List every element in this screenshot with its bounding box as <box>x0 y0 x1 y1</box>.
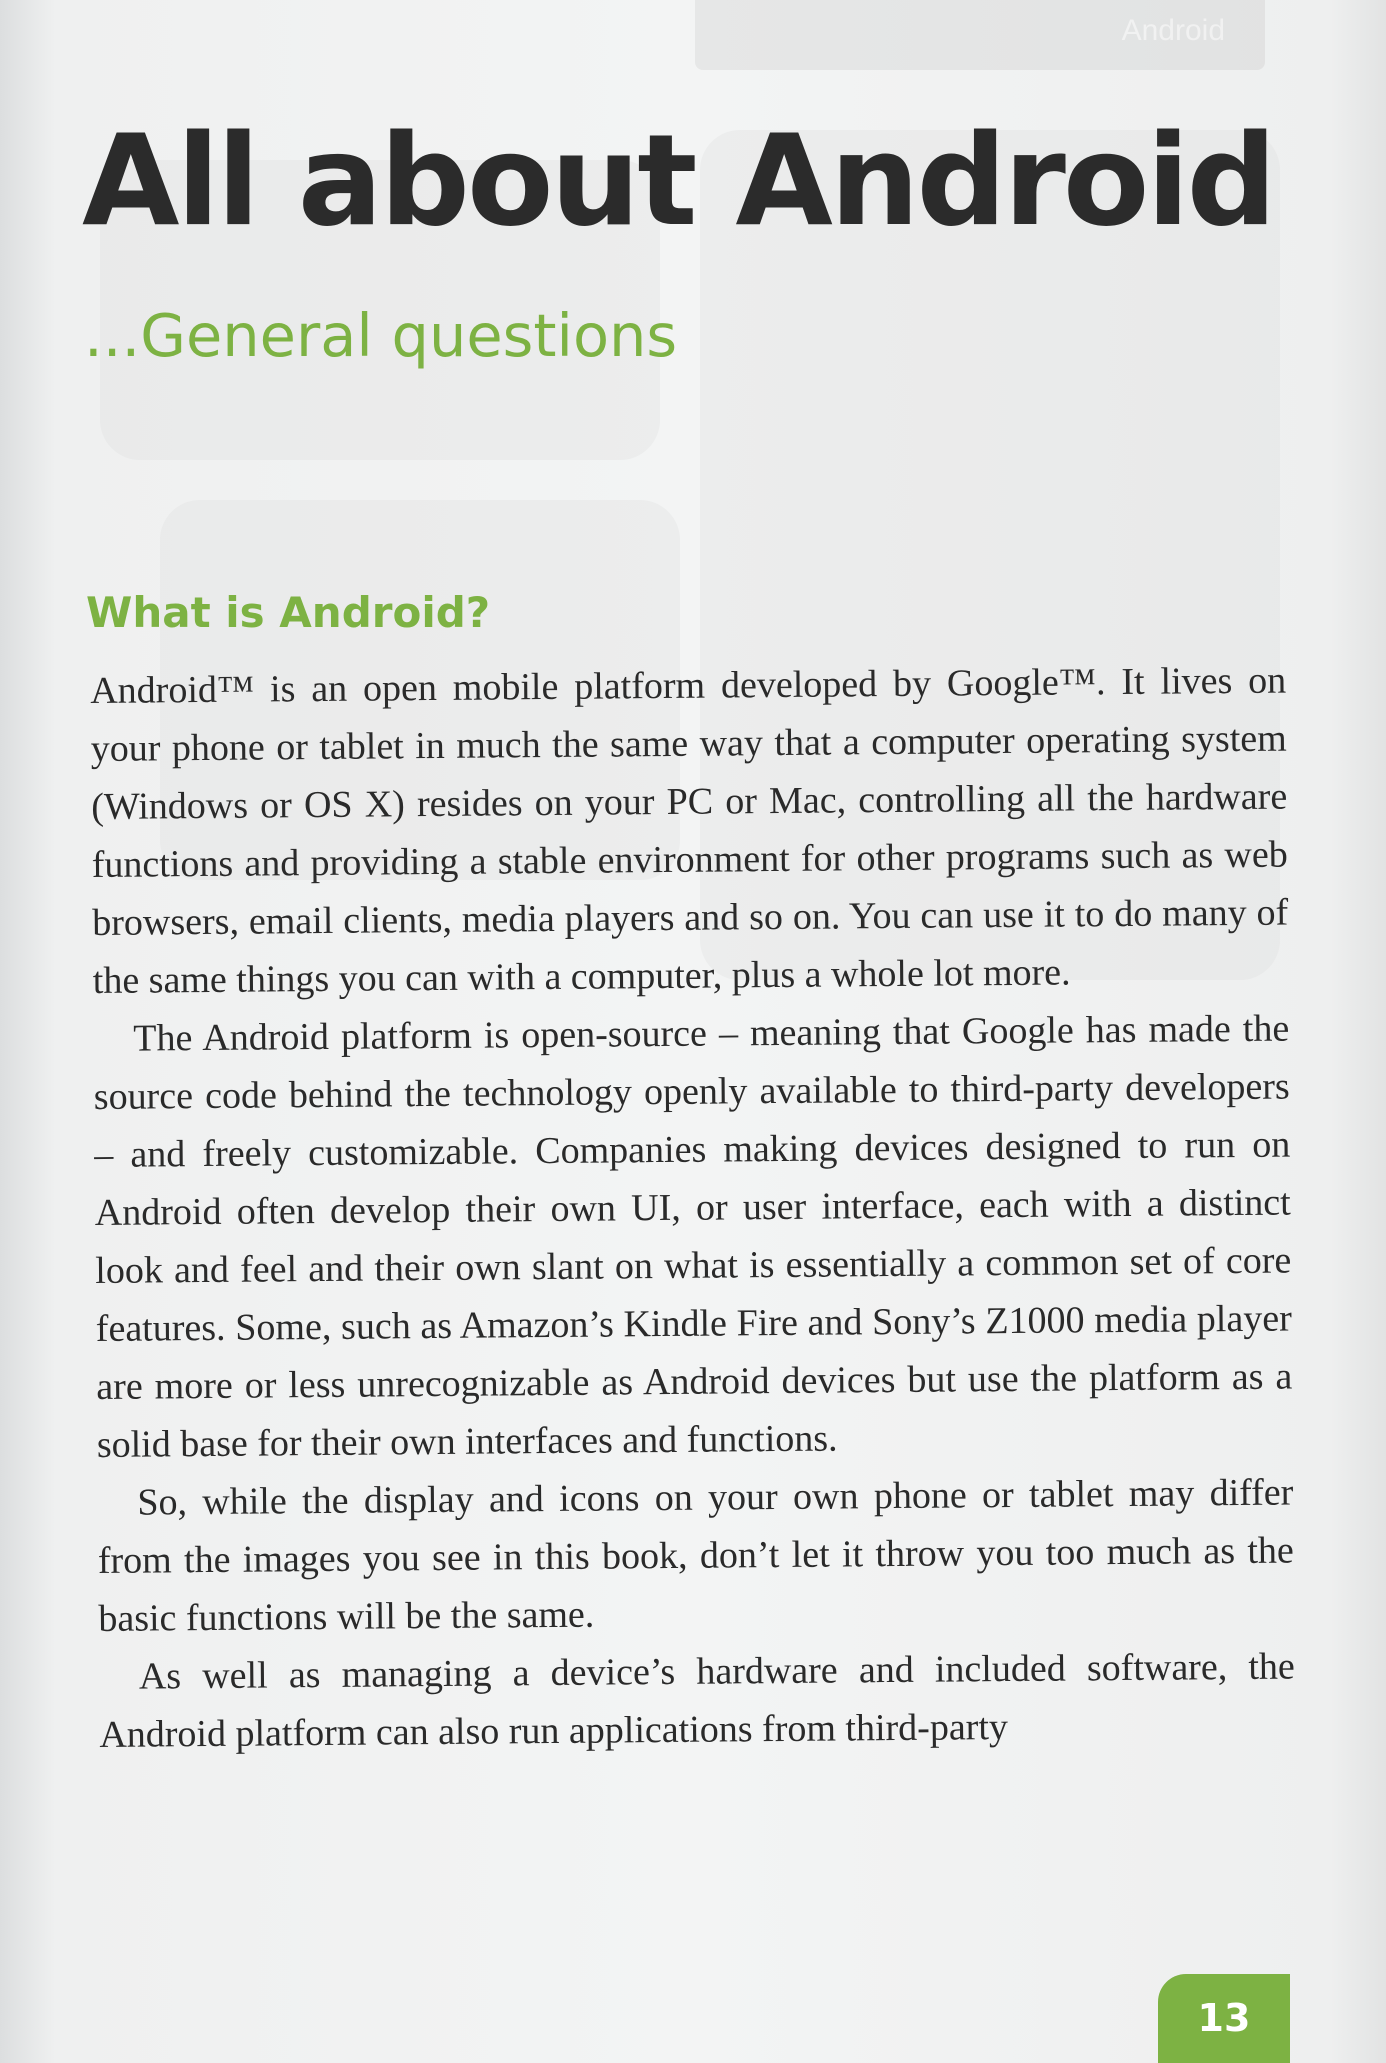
page-title: All about Android <box>82 107 1274 254</box>
paragraph-intro: Android™ is an open mobile platform developed by Google™. It lives on your phone or tablet in much the same way that a computer operating system (Windows or OS X) resides on your PC or Mac, controlling all the hardware functions and providing a stable environment for other programs such as web browsers, email clients, media players and so on. You can use it to do many of the same things you can with a computer, plus a whole lot more. <box>90 659 1289 1002</box>
section-heading: What is Android? <box>86 588 491 637</box>
show-through-header-text: Android <box>1121 14 1225 47</box>
paragraph-open-source: The Android platform is open-source – meaning that Google has made the source code behind the technology openly available to third-party developers – and freely customizable. Companies making devices designed to run on Android often develop their own UI, or user interface, each with a distinct look and feel and their own slant on what is essentially a common set of core features. Some, such as Amazon’s Kindle Fire and Sony’s Z1000 media player are more or less unrecognizable as Android devices but use the platform as a solid base for their own interfaces and functions. <box>93 1007 1293 1466</box>
page-number-tab: 13 <box>1158 1974 1290 2063</box>
show-through-header <box>695 0 1265 70</box>
page-subtitle: ...General questions <box>84 301 678 370</box>
body-text <box>90 652 1296 1764</box>
paragraph-third-party-apps: As well as managing a device’s hardware and included software, the Android platform can also run applications from third-party <box>99 1645 1295 1756</box>
paragraph-display-differences: So, while the display and icons on your own phone or tablet may differ from the images you see in this book, don’t let it throw you too much as the basic functions will be the same. <box>97 1471 1294 1640</box>
